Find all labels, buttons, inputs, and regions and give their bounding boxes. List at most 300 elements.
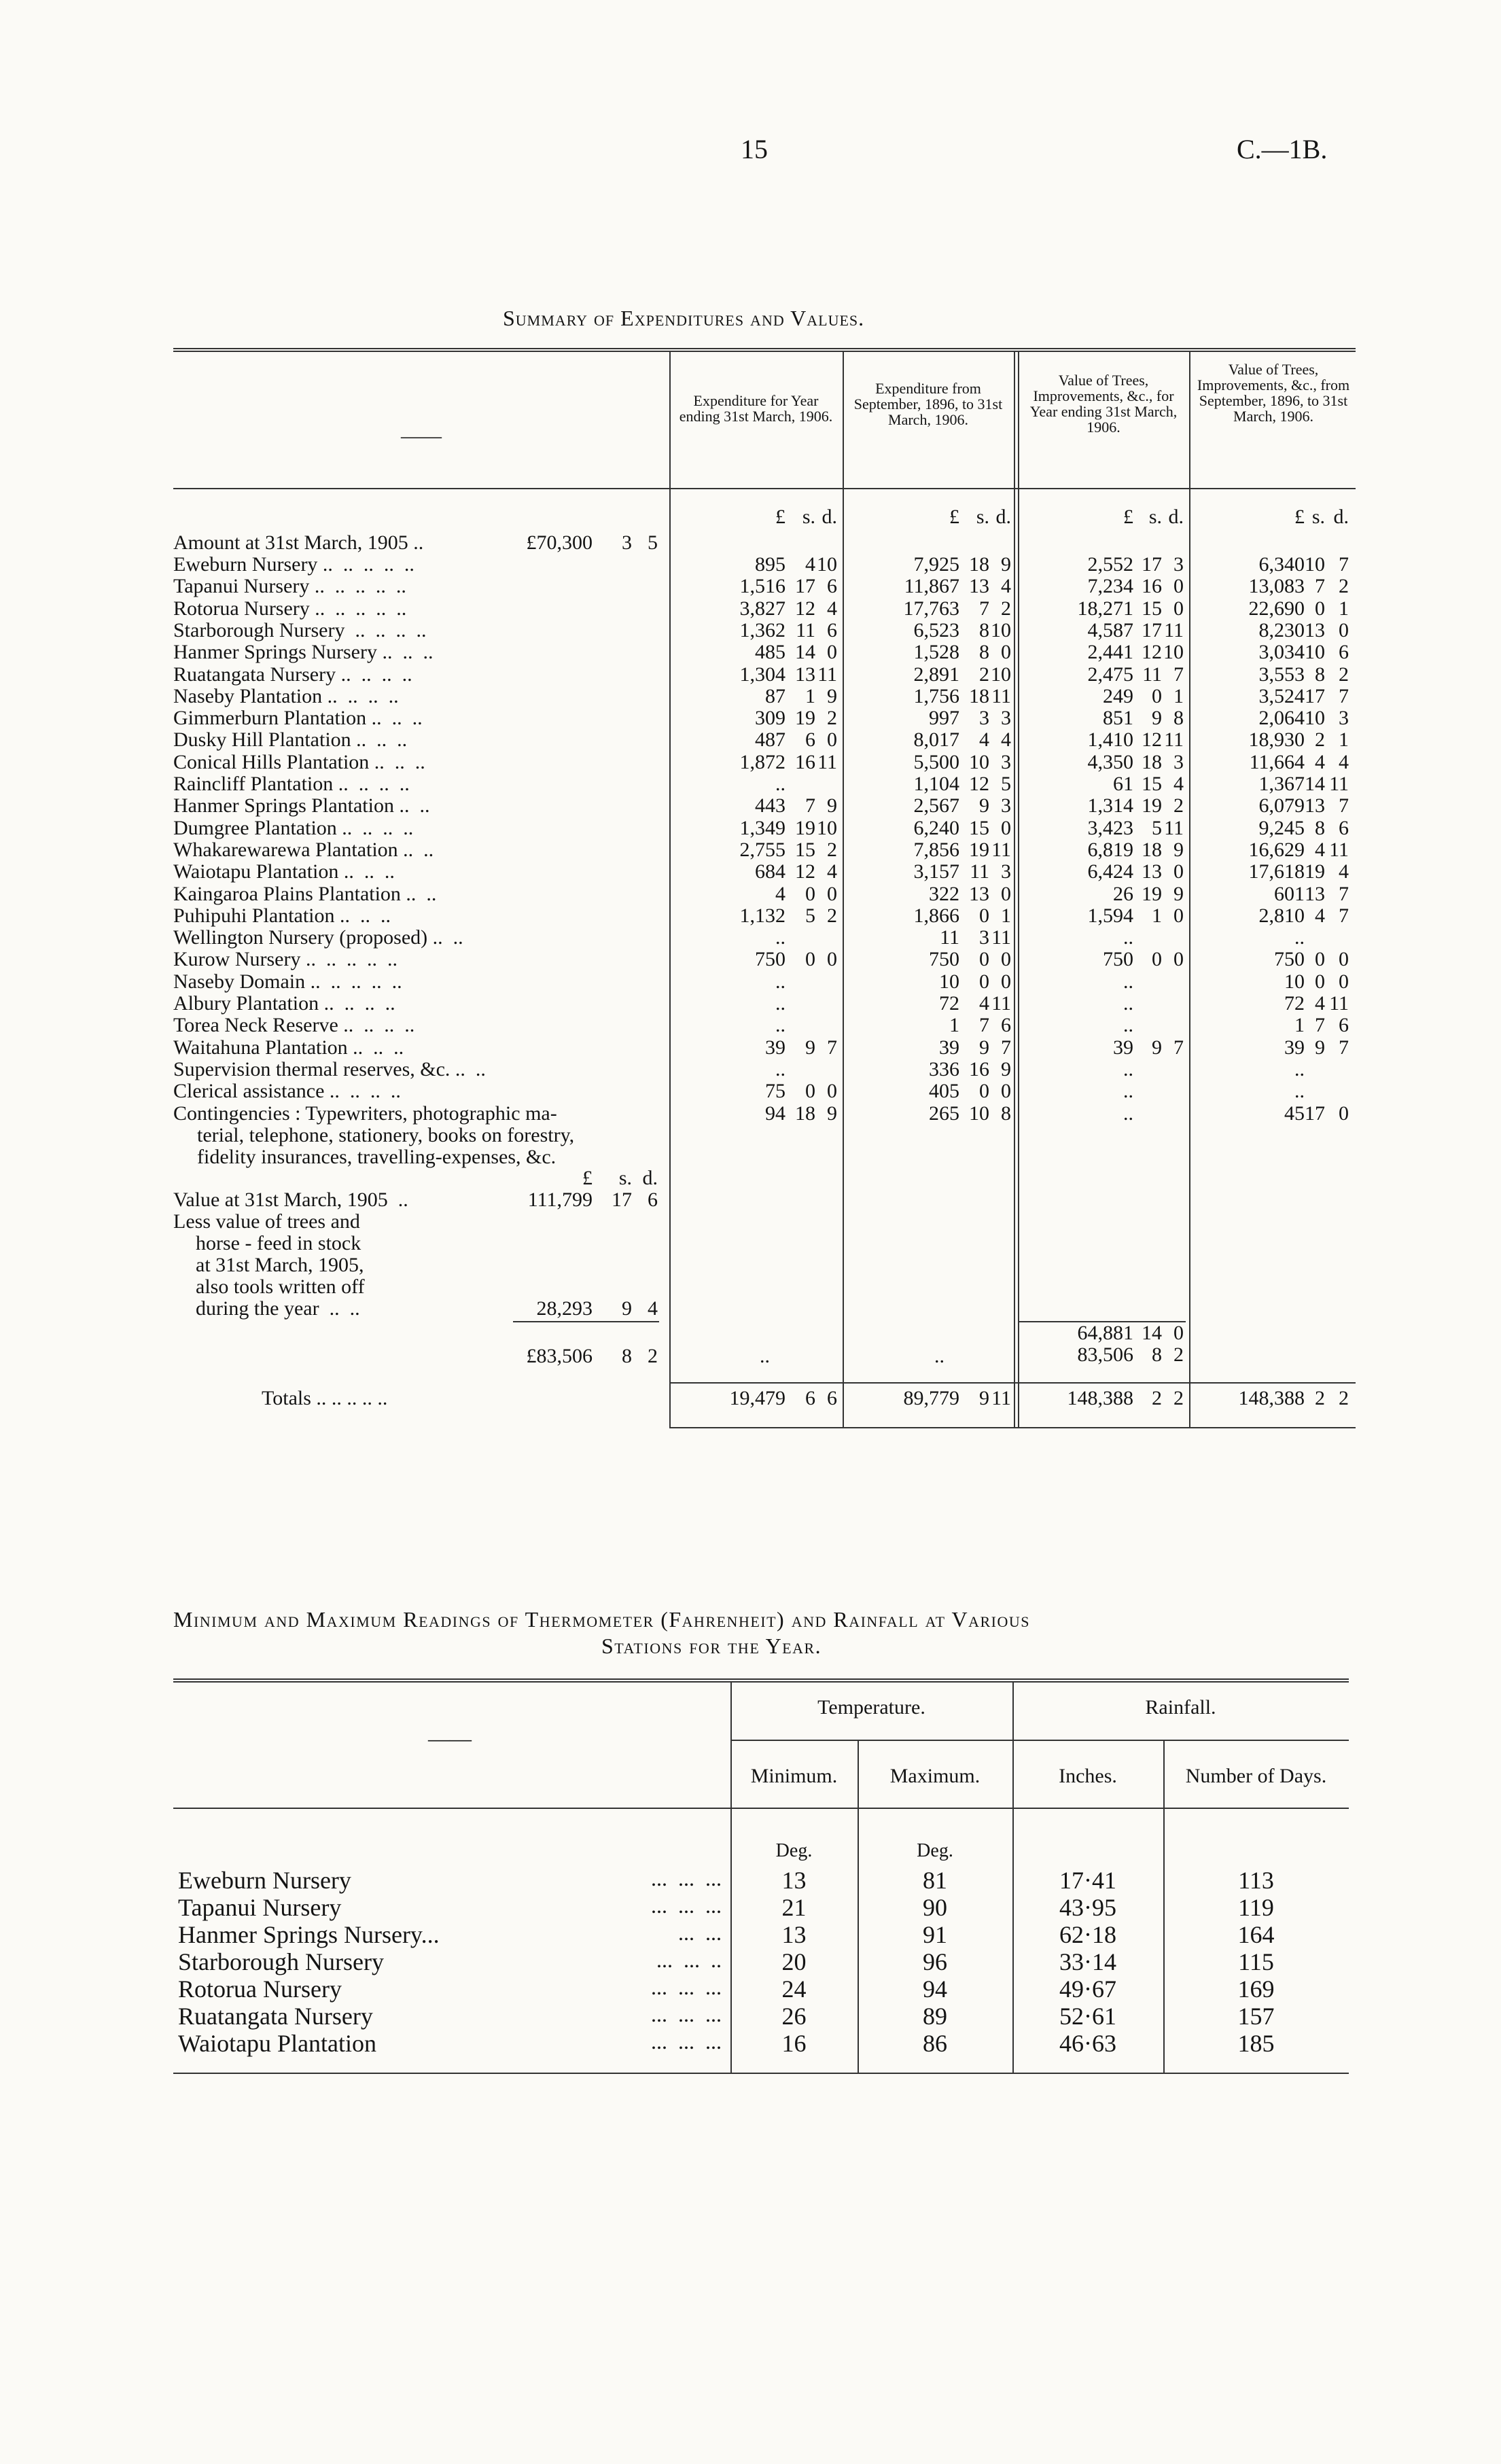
cell-c2-pounds: 17,763 xyxy=(903,597,959,620)
cell-c4-pounds: 601 xyxy=(1274,883,1305,905)
cell-c3-pounds: 61 xyxy=(1113,773,1133,795)
cell-c4-pounds: .. xyxy=(1294,926,1305,949)
rain-inches: 49·67 xyxy=(1059,1975,1116,2003)
cell-c2-pence: 9 xyxy=(1001,553,1011,576)
col-number-of-days: Number of Days. xyxy=(1185,1765,1327,1787)
cell-c3-shillings: 12 xyxy=(1142,641,1162,663)
cell-c1-pounds: 75 xyxy=(765,1080,785,1102)
cell-c3-shillings: 19 xyxy=(1142,794,1162,817)
cell-c3-pence: 7 xyxy=(1173,1036,1184,1059)
cell-c2-shillings: 0 xyxy=(979,1080,989,1102)
cell-c3-pounds: .. xyxy=(1123,1080,1133,1102)
cell-c4-pence: 6 xyxy=(1339,1014,1349,1036)
cell-c1-pence: 0 xyxy=(827,641,837,663)
cell-c2-pounds: 1,756 xyxy=(913,685,959,707)
value-currency-2: d. xyxy=(642,1167,658,1189)
row-label: Clerical assistance .. .. .. .. xyxy=(173,1080,401,1102)
cell-c3-pounds: .. xyxy=(1123,992,1133,1015)
cell-c1-shillings: 14 xyxy=(795,641,815,663)
cell-c3-shillings: 17 xyxy=(1142,619,1162,641)
cell-c1-shillings: 9 xyxy=(805,1036,815,1059)
cell-c3-pounds: 249 xyxy=(1103,685,1133,707)
cell-c4-shillings: 4 xyxy=(1315,839,1325,861)
cell-c1-pence: 4 xyxy=(827,597,837,620)
cell-c2-pounds: 1 xyxy=(949,1014,959,1036)
row-label: Contingencies : Typewriters, photographic ma- xyxy=(173,1102,557,1125)
cell-c3-pounds: 1,594 xyxy=(1087,904,1133,927)
cell-c3-shillings: 1 xyxy=(1152,904,1162,927)
value-currency-0: £ xyxy=(582,1167,593,1189)
cell-c3-pounds: .. xyxy=(1123,1014,1133,1036)
col-header-2: Expenditure from September, 1896, to 31st March, 1906. xyxy=(853,380,1003,428)
cell-c4-shillings: 9 xyxy=(1315,1036,1325,1059)
thermometer-title-line2: Stations for the Year. xyxy=(601,1634,822,1658)
cell-c3-pounds: 1,314 xyxy=(1087,794,1133,817)
net-c1: .. xyxy=(760,1345,770,1367)
cell-c4-shillings: 0 xyxy=(1315,597,1325,620)
currency-header-c2-0: £ xyxy=(949,506,959,528)
cell-c3-shillings: 16 xyxy=(1142,575,1162,597)
cell-c4-shillings: 0 xyxy=(1315,970,1325,993)
min-temp: 26 xyxy=(781,2003,807,2030)
cell-c3-pounds: 4,350 xyxy=(1087,751,1133,773)
cell-c4-pounds: 2,064 xyxy=(1258,707,1305,729)
row-label: Naseby Plantation .. .. .. .. xyxy=(173,685,399,707)
cell-c3-pence: 8 xyxy=(1173,707,1184,729)
cell-c3-pounds: 2,441 xyxy=(1087,641,1133,663)
value-amount-2: 6 xyxy=(648,1189,658,1211)
rain-days: 169 xyxy=(1237,1975,1275,2003)
cell-c4-shillings: 7 xyxy=(1315,1014,1325,1036)
cell-c4-pounds: 3,034 xyxy=(1258,641,1305,663)
total-c4-pence: 2 xyxy=(1339,1387,1349,1409)
total-c3-pounds: 148,388 xyxy=(1067,1387,1133,1409)
rule xyxy=(173,488,1356,489)
row-label: Dumgree Plantation .. .. .. .. xyxy=(173,817,414,839)
opening-amount-0: £70,300 xyxy=(526,531,593,554)
cell-c2-shillings: 4 xyxy=(979,992,989,1015)
rule xyxy=(173,1808,1349,1809)
row-label: Whakarewarewa Plantation .. .. xyxy=(173,839,434,861)
cell-c2-shillings: 3 xyxy=(979,926,989,949)
station-name: Starborough Nursery xyxy=(178,1948,384,1975)
currency-header-c3-0: £ xyxy=(1123,506,1133,528)
cell-c1-pence: 11 xyxy=(817,751,837,773)
total-c3-pence: 2 xyxy=(1173,1387,1184,1409)
cell-c3-pence: 0 xyxy=(1173,904,1184,927)
cell-c1-pounds: 487 xyxy=(755,728,785,751)
cell-c3-pence: 11 xyxy=(1164,817,1184,839)
cell-c4-shillings: 4 xyxy=(1315,992,1325,1015)
cell-c4-pounds: 6,340 xyxy=(1258,553,1305,576)
col-header-4: Value of Trees, Improvements, &c., from September, 1896, to 31st March, 1906. xyxy=(1197,361,1350,425)
cell-c4-pence: 4 xyxy=(1339,751,1349,773)
cell-c1-pounds: 4 xyxy=(775,883,785,905)
cell-c3-pence: 9 xyxy=(1173,883,1184,905)
row-label: Eweburn Nursery .. .. .. .. .. xyxy=(173,553,414,576)
cell-c4-shillings: 7 xyxy=(1315,575,1325,597)
group-rainfall: Rainfall. xyxy=(1145,1696,1216,1719)
cell-c4-pounds: 72 xyxy=(1284,992,1305,1015)
cell-c4-shillings: 19 xyxy=(1305,860,1325,883)
cell-c1-shillings: 17 xyxy=(795,575,815,597)
cell-c1-pence: 0 xyxy=(827,728,837,751)
cell-c2-shillings: 9 xyxy=(979,794,989,817)
row-label: Hanmer Springs Nursery .. .. .. xyxy=(173,641,434,663)
cell-c2-pence: 10 xyxy=(991,619,1011,641)
cell-c2-shillings: 2 xyxy=(979,663,989,686)
summary-title: Summary of Expenditures and Values. xyxy=(503,306,865,330)
cell-c4-shillings: 17 xyxy=(1305,685,1325,707)
cell-c3-shillings: 17 xyxy=(1142,553,1162,576)
cell-c4-shillings: 10 xyxy=(1305,553,1325,576)
row-label: Wellington Nursery (proposed) .. .. xyxy=(173,926,463,949)
net-amount-1: 8 xyxy=(622,1345,632,1367)
rule xyxy=(730,1740,1349,1741)
cell-c1-shillings: 0 xyxy=(805,948,815,970)
cell-c2-pence: 0 xyxy=(1001,970,1011,993)
cell-c3-pounds: .. xyxy=(1123,1102,1133,1125)
cell-c1-pence: 9 xyxy=(827,685,837,707)
cell-c1-shillings: 12 xyxy=(795,597,815,620)
max-temp: 81 xyxy=(923,1867,947,1894)
cell-c3-shillings: 9 xyxy=(1152,1036,1162,1059)
cell-c3-pence: 11 xyxy=(1164,619,1184,641)
min-temp: 13 xyxy=(781,1867,807,1894)
currency-header-c4-1: s. xyxy=(1311,506,1325,528)
cell-c2-pounds: 5,500 xyxy=(913,751,959,773)
cell-c3-pence: 4 xyxy=(1173,773,1184,795)
cell-c4-pounds: 11,664 xyxy=(1249,751,1305,773)
cell-c4-pounds: 3,524 xyxy=(1258,685,1305,707)
cell-c3-pence: 1 xyxy=(1173,685,1184,707)
cell-c2-pence: 2 xyxy=(1001,597,1011,620)
cell-c1-shillings: 16 xyxy=(795,751,815,773)
opening-amount-2: 5 xyxy=(648,531,658,554)
min-temp: 21 xyxy=(781,1894,807,1921)
cell-c2-shillings: 19 xyxy=(969,839,989,861)
cell-c1-pounds: 1,349 xyxy=(739,817,785,839)
rain-inches: 33·14 xyxy=(1059,1948,1116,1975)
cell-c1-pounds: 1,872 xyxy=(739,751,785,773)
cell-c2-shillings: 4 xyxy=(979,728,989,751)
row-label: Kaingaroa Plains Plantation .. .. xyxy=(173,883,437,905)
rule xyxy=(1018,351,1019,1428)
cell-c4-pence: 7 xyxy=(1339,794,1349,817)
cell-c3-shillings: 19 xyxy=(1142,883,1162,905)
cell-c4-pounds: 18,930 xyxy=(1248,728,1305,751)
cell-c3-pounds: 39 xyxy=(1113,1036,1133,1059)
cell-c4-pence: 7 xyxy=(1339,685,1349,707)
cell-c3-pence: 0 xyxy=(1173,597,1184,620)
value-currency-1: s. xyxy=(618,1167,632,1189)
leader-dots: ... ... ... xyxy=(651,2029,722,2054)
leader-dots: ... ... ... xyxy=(651,1975,722,1999)
row-label: Torea Neck Reserve .. .. .. .. xyxy=(173,1014,415,1036)
opening-balance-label: Amount at 31st March, 1905 .. xyxy=(173,531,424,554)
cell-c1-pounds: .. xyxy=(775,926,785,949)
cell-c4-pounds: 10 xyxy=(1284,970,1305,993)
unit-min: Deg. xyxy=(775,1840,813,1861)
cell-c2-pence: 6 xyxy=(1001,1014,1011,1036)
contingencies-continuation: terial, telephone, stationery, books on forestry, xyxy=(197,1124,575,1146)
row-label: Supervision thermal reserves, &c. .. .. xyxy=(173,1058,486,1080)
cell-c4-shillings: 2 xyxy=(1315,728,1325,751)
total-c2-pence: 11 xyxy=(991,1387,1011,1409)
cell-c1-pounds: .. xyxy=(775,992,785,1015)
cell-c2-pence: 3 xyxy=(1001,860,1011,883)
cell-c4-shillings: 4 xyxy=(1315,904,1325,927)
rule xyxy=(669,1427,1356,1428)
cell-c1-pounds: .. xyxy=(775,1058,785,1080)
cell-c3-pence: 3 xyxy=(1173,553,1184,576)
row-label: Conical Hills Plantation .. .. .. xyxy=(173,751,425,773)
cell-c2-shillings: 10 xyxy=(969,751,989,773)
cell-c2-pence: 1 xyxy=(1001,904,1011,927)
cell-c1-pence: 9 xyxy=(827,1102,837,1125)
cell-c4-pence: 11 xyxy=(1329,992,1349,1015)
rule xyxy=(669,1382,1356,1384)
cell-c1-pence: 7 xyxy=(827,1036,837,1059)
currency-header-c3-2: d. xyxy=(1168,506,1184,528)
c3-subtotal-shillings: 14 xyxy=(1142,1322,1162,1344)
cell-c3-shillings: 18 xyxy=(1142,751,1162,773)
cell-c1-shillings: 1 xyxy=(805,685,815,707)
row-label: Gimmerburn Plantation .. .. .. xyxy=(173,707,423,729)
rain-inches: 62·18 xyxy=(1059,1921,1116,1948)
max-temp: 89 xyxy=(923,2003,947,2030)
cell-c1-pounds: 2,755 xyxy=(739,839,785,861)
rule xyxy=(173,1681,1349,1683)
station-name: Ruatangata Nursery xyxy=(178,2003,373,2030)
col-minimum: Minimum. xyxy=(750,1765,838,1787)
cell-c2-pounds: 39 xyxy=(939,1036,959,1059)
cell-c1-pence: 0 xyxy=(827,1080,837,1102)
cell-c3-pounds: 3,423 xyxy=(1087,817,1133,839)
leader-dots: ... ... ... xyxy=(651,1866,722,1890)
opening-amount-1: 3 xyxy=(622,531,632,554)
rule xyxy=(1189,351,1190,1428)
rule xyxy=(173,2073,1349,2074)
cell-c2-pounds: 11,867 xyxy=(904,575,959,597)
cell-c1-pence: 0 xyxy=(827,948,837,970)
less-line: horse - feed in stock xyxy=(196,1232,361,1254)
cell-c1-pounds: 750 xyxy=(755,948,785,970)
total-c2-shillings: 9 xyxy=(979,1387,989,1409)
cell-c4-shillings: 10 xyxy=(1305,707,1325,729)
cell-c2-pounds: 1,866 xyxy=(913,904,959,927)
cell-c4-pounds: 750 xyxy=(1274,948,1305,970)
rain-inches: 52·61 xyxy=(1059,2003,1116,2030)
cell-c1-pounds: 485 xyxy=(755,641,785,663)
col-inches: Inches. xyxy=(1059,1765,1117,1787)
currency-header-c3-1: s. xyxy=(1148,506,1162,528)
cell-c4-pounds: 45 xyxy=(1284,1102,1305,1125)
cell-c3-pounds: 26 xyxy=(1113,883,1133,905)
cell-c3-shillings: 0 xyxy=(1152,685,1162,707)
cell-c2-pounds: 6,240 xyxy=(913,817,959,839)
cell-c2-pence: 0 xyxy=(1001,1080,1011,1102)
cell-c2-pence: 0 xyxy=(1001,817,1011,839)
page-number: 15 xyxy=(741,134,768,164)
cell-c3-pounds: 2,475 xyxy=(1087,663,1133,686)
col-header-1: Expenditure for Year ending 31st March, 1906. xyxy=(679,392,833,425)
value-amount-1: 17 xyxy=(612,1189,632,1211)
cell-c2-pounds: 72 xyxy=(939,992,959,1015)
cell-c3-pence: 2 xyxy=(1173,794,1184,817)
rain-inches: 17·41 xyxy=(1059,1867,1116,1894)
cell-c4-pounds: 17,618 xyxy=(1248,860,1305,883)
row-label: Waitahuna Plantation .. .. .. xyxy=(173,1036,404,1059)
less-amount-2: 4 xyxy=(648,1297,658,1320)
cell-c2-shillings: 8 xyxy=(979,619,989,641)
station-name: Rotorua Nursery xyxy=(178,1975,342,2003)
max-temp: 91 xyxy=(923,1921,947,1948)
cell-c2-shillings: 15 xyxy=(969,817,989,839)
cell-c1-pence: 2 xyxy=(827,707,837,729)
cell-c1-shillings: 12 xyxy=(795,860,815,883)
cell-c2-pence: 0 xyxy=(1001,641,1011,663)
cell-c4-pounds: 16,629 xyxy=(1248,839,1305,861)
c3-total-pence: 2 xyxy=(1173,1343,1184,1366)
cell-c4-pence: 11 xyxy=(1329,839,1349,861)
less-line: during the year .. .. xyxy=(196,1297,360,1320)
currency-header-c2-1: s. xyxy=(976,506,989,528)
total-c1-shillings: 6 xyxy=(805,1387,815,1409)
cell-c3-pounds: 7,234 xyxy=(1087,575,1133,597)
cell-c2-pounds: 2,891 xyxy=(913,663,959,686)
less-amount-0: 28,293 xyxy=(536,1297,593,1320)
cell-c4-pence: 0 xyxy=(1339,948,1349,970)
cell-c2-pounds: 7,856 xyxy=(913,839,959,861)
cell-c1-shillings: 0 xyxy=(805,883,815,905)
cell-c1-pounds: 895 xyxy=(755,553,785,576)
cell-c4-pence: 6 xyxy=(1339,641,1349,663)
cell-c2-pounds: 1,104 xyxy=(913,773,959,795)
cell-c3-pounds: 851 xyxy=(1103,707,1133,729)
cell-c2-pence: 11 xyxy=(991,685,1011,707)
cell-c4-pence: 2 xyxy=(1339,575,1349,597)
cell-c4-shillings: 4 xyxy=(1315,751,1325,773)
cell-c4-pence: 7 xyxy=(1339,904,1349,927)
currency-header-c4-0: £ xyxy=(1294,506,1305,528)
station-name: Hanmer Springs Nursery... xyxy=(178,1921,440,1948)
unit-max: Deg. xyxy=(917,1840,953,1861)
rain-days: 115 xyxy=(1238,1948,1274,1975)
cell-c2-shillings: 13 xyxy=(969,575,989,597)
cell-c2-pounds: 7,925 xyxy=(913,553,959,576)
cell-c3-shillings: 15 xyxy=(1142,597,1162,620)
rain-days: 185 xyxy=(1237,2030,1275,2057)
cell-c1-pence: 0 xyxy=(827,883,837,905)
rain-days: 119 xyxy=(1238,1894,1274,1921)
cell-c1-pence: 9 xyxy=(827,794,837,817)
cell-c2-shillings: 18 xyxy=(969,685,989,707)
cell-c4-pounds: .. xyxy=(1294,1080,1305,1102)
min-temp: 13 xyxy=(781,1921,807,1948)
leader-dots: ... ... xyxy=(678,1920,722,1945)
c3-subtotal-pounds: 64,881 xyxy=(1077,1322,1133,1344)
cell-c4-pence: 0 xyxy=(1339,619,1349,641)
cell-c3-pounds: .. xyxy=(1123,926,1133,949)
row-label: Naseby Domain .. .. .. .. .. xyxy=(173,970,402,993)
net-amount-2: 2 xyxy=(648,1345,658,1367)
min-temp: 16 xyxy=(781,2030,807,2057)
cell-c2-pounds: 2,567 xyxy=(913,794,959,817)
cell-c4-pounds: 1 xyxy=(1294,1014,1305,1036)
min-temp: 24 xyxy=(781,1975,807,2003)
cell-c4-shillings: 8 xyxy=(1315,817,1325,839)
rain-days: 113 xyxy=(1238,1867,1274,1894)
document-code: C.—1B. xyxy=(1237,134,1328,164)
cell-c1-pounds: 443 xyxy=(755,794,785,817)
cell-c2-pounds: 322 xyxy=(929,883,959,905)
cell-c1-pence: 11 xyxy=(817,663,837,686)
station-name: Tapanui Nursery xyxy=(178,1894,342,1921)
cell-c3-shillings: 5 xyxy=(1152,817,1162,839)
row-label: Starborough Nursery .. .. .. .. xyxy=(173,619,427,641)
total-c4-pounds: 148,388 xyxy=(1238,1387,1305,1409)
cell-c2-pounds: 997 xyxy=(929,707,959,729)
cell-c3-pence: 0 xyxy=(1173,575,1184,597)
value-label: Value at 31st March, 1905 .. xyxy=(173,1189,408,1211)
cell-c3-shillings: 18 xyxy=(1142,839,1162,861)
cell-c2-pence: 4 xyxy=(1001,575,1011,597)
total-c1-pounds: 19,479 xyxy=(729,1387,785,1409)
cell-c1-pence: 4 xyxy=(827,860,837,883)
cell-c3-pence: 9 xyxy=(1173,839,1184,861)
cell-c2-pounds: 6,523 xyxy=(913,619,959,641)
cell-c1-shillings: 5 xyxy=(805,904,815,927)
cell-c2-pence: 3 xyxy=(1001,751,1011,773)
cell-c1-pounds: 309 xyxy=(755,707,785,729)
row-label: Dusky Hill Plantation .. .. .. xyxy=(173,728,408,751)
cell-c4-pence: 6 xyxy=(1339,817,1349,839)
cell-c4-pounds: 6,079 xyxy=(1258,794,1305,817)
max-temp: 86 xyxy=(923,2030,947,2057)
cell-c2-pence: 5 xyxy=(1001,773,1011,795)
cell-c2-shillings: 10 xyxy=(969,1102,989,1125)
cell-c2-pence: 8 xyxy=(1001,1102,1011,1125)
row-label: Raincliff Plantation .. .. .. .. xyxy=(173,773,410,795)
cell-c1-shillings: 6 xyxy=(805,728,815,751)
cell-c1-shillings: 0 xyxy=(805,1080,815,1102)
cell-c2-shillings: 7 xyxy=(979,597,989,620)
cell-c1-pence: 2 xyxy=(827,904,837,927)
cell-c4-pence: 11 xyxy=(1329,773,1349,795)
total-c2-pounds: 89,779 xyxy=(903,1387,959,1409)
min-temp: 20 xyxy=(781,1948,807,1975)
leader-dots: ... ... .. xyxy=(656,1948,722,1972)
cell-c3-pence: 10 xyxy=(1163,641,1184,663)
cell-c2-pounds: 336 xyxy=(929,1058,959,1080)
cell-c4-shillings: 13 xyxy=(1305,794,1325,817)
cell-c4-pounds: .. xyxy=(1294,1058,1305,1080)
cell-c4-pence: 0 xyxy=(1339,970,1349,993)
cell-c2-shillings: 7 xyxy=(979,1014,989,1036)
rule xyxy=(173,351,1356,352)
cell-c1-pounds: .. xyxy=(775,773,785,795)
cell-c2-pence: 7 xyxy=(1001,1036,1011,1059)
cell-c4-pence: 2 xyxy=(1339,663,1349,686)
row-label: Puhipuhi Plantation .. .. .. xyxy=(173,904,391,927)
cell-c1-pounds: 3,827 xyxy=(739,597,785,620)
header-dash: —— xyxy=(428,1726,472,1750)
leader-dots: ... ... ... xyxy=(651,2002,722,2026)
c3-total-pounds: 83,506 xyxy=(1077,1343,1133,1366)
thermometer-title-line1: Minimum and Maximum Readings of Thermometer (Fahrenheit) and Rainfall at Various xyxy=(173,1607,1030,1632)
cell-c1-pence: 10 xyxy=(817,553,837,576)
